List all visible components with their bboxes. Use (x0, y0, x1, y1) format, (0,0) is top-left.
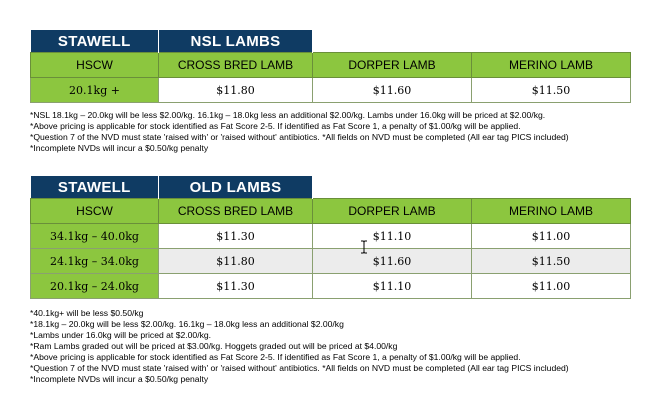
price-cell: $11.50 (472, 78, 631, 103)
price-cell: $11.30 (159, 224, 313, 249)
location-header: STAWELL (31, 176, 159, 199)
table-row (31, 274, 631, 299)
price-cell: $11.10 (313, 224, 472, 249)
note-line: *Above pricing is applicable for stock identified as Fat Score 2-5. If identified as Fat Score 1, a penalty of $1.00/kg will be applied. (30, 121, 521, 131)
column-header: DORPER LAMB (313, 199, 472, 224)
location-header: STAWELL (31, 30, 159, 53)
note-line: *NSL 18.1kg – 20.0kg will be less $2.00/kg. 16.1kg – 18.0kg less an additional $2.00/kg. Lambs under 16.0kg will be priced at $2.00/kg. (30, 110, 546, 120)
nsl-lambs-table (30, 30, 631, 103)
note-line: *18.1kg – 20.0kg will be less $2.00/kg. 16.1kg – 18.0kg less an additional $2.00/kg (30, 319, 344, 329)
old-lambs-table (30, 176, 631, 299)
column-header: DORPER LAMB (313, 53, 472, 78)
price-cell: $11.10 (313, 274, 472, 299)
old-notes (30, 308, 569, 385)
hscw-header: HSCW (31, 199, 159, 224)
note-line: *Above pricing is applicable for stock identified as Fat Score 2-5. If identified as Fat Score 1, a penalty of $1.00/kg will be applied. (30, 352, 521, 362)
price-cell: $11.30 (159, 274, 313, 299)
weight-range: 24.1kg – 34.0kg (31, 249, 159, 274)
note-line: *Question 7 of the NVD must state 'raised with' or 'raised without' antibiotics. *All fields on NVD must be completed (All ear tag PICS included) (30, 132, 569, 142)
price-cell: $11.60 (313, 249, 472, 274)
column-header: MERINO LAMB (472, 53, 631, 78)
price-cell: $11.80 (159, 78, 313, 103)
table-title: OLD LAMBS (159, 176, 313, 199)
note-line: *Ram Lambs graded out will be priced at $3.00/kg. Hoggets graded out will be priced at $4.00/kg (30, 341, 398, 351)
weight-range: 20.1kg + (31, 78, 159, 103)
price-cell: $11.80 (159, 249, 313, 274)
nsl-notes (30, 110, 569, 154)
price-cell: $11.00 (472, 224, 631, 249)
note-line: *40.1kg+ will be less $0.50/kg (30, 308, 144, 318)
weight-range: 34.1kg – 40.0kg (31, 224, 159, 249)
table-row (31, 78, 631, 103)
price-cell: $11.60 (313, 78, 472, 103)
table-row (31, 249, 631, 274)
table-row (31, 224, 631, 249)
column-header: MERINO LAMB (472, 199, 631, 224)
price-cell: $11.50 (472, 249, 631, 274)
weight-range: 20.1kg – 24.0kg (31, 274, 159, 299)
column-header: CROSS BRED LAMB (159, 53, 313, 78)
note-line: *Incomplete NVDs will incur a $0.50/kg penalty (30, 143, 209, 153)
note-line: *Question 7 of the NVD must state 'raised with' or 'raised without' antibiotics. *All fields on NVD must be completed (All ear tag PICS included) (30, 363, 569, 373)
hscw-header: HSCW (31, 53, 159, 78)
note-line: *Incomplete NVDs will incur a $0.50/kg penalty (30, 374, 209, 384)
note-line: *Lambs under 16.0kg will be priced at $2.00/kg. (30, 330, 212, 340)
column-header: CROSS BRED LAMB (159, 199, 313, 224)
price-cell: $11.00 (472, 274, 631, 299)
table-title: NSL LAMBS (159, 30, 313, 53)
text-cursor-icon (360, 240, 368, 254)
